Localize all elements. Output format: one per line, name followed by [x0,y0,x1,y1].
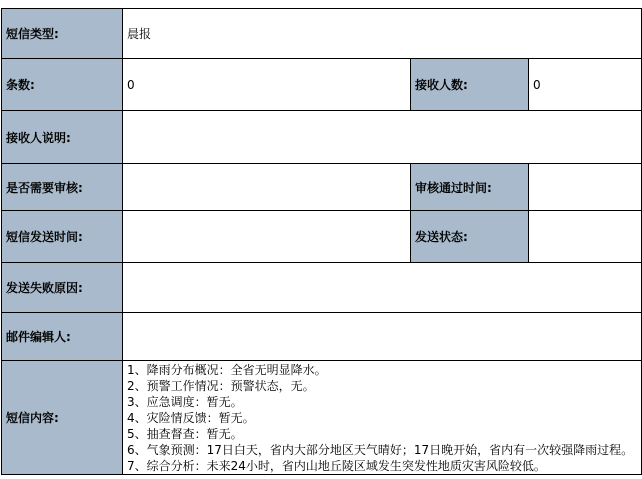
row-review [2,164,642,211]
sms-content-value [123,361,642,475]
receiver-note-label: 接收人说明: [2,111,123,164]
row-counts [2,59,642,111]
need-review-value [123,164,411,211]
mail-editor-label: 邮件编辑人: [2,313,123,361]
row-receiver-note [2,111,642,164]
sms-detail-table [1,8,642,475]
sms-content-line: 5、抽查督查：暂无。 [127,427,243,441]
review-pass-time-label: 审核通过时间: [411,164,529,211]
sms-type-label: 短信类型: [2,9,123,59]
count-value: 0 [123,59,411,111]
sms-content-line: 6、气象预测：17日白天，省内大部分地区天气晴好；17日晚开始，省内有一次较强降雨过程。 [127,443,634,457]
sms-send-time-value [123,211,411,263]
receiver-note-value [123,111,642,164]
mail-editor-value [123,313,642,361]
send-fail-reason-label: 发送失败原因: [2,263,123,313]
need-review-label: 是否需要审核: [2,164,123,211]
sms-send-time-label: 短信发送时间: [2,211,123,263]
row-send-fail-reason [2,263,642,313]
row-mail-editor [2,313,642,361]
sms-content-line: 1、降雨分布概况：全省无明显降水。 [127,363,327,377]
sms-content-line: 3、应急调度：暂无。 [127,395,243,409]
sms-content-line: 7、综合分析：未来24小时，省内山地丘陵区域发生突发性地质灾害风险较低。 [127,459,546,473]
receiver-count-label: 接收人数: [411,59,529,111]
count-label: 条数: [2,59,123,111]
sms-type-value: 晨报 [123,9,642,59]
row-send-time-status [2,211,642,263]
sms-content-line: 4、灾险情反馈：暂无。 [127,411,255,425]
row-sms-type [2,9,642,59]
receiver-count-value: 0 [529,59,642,111]
sms-content-label: 短信内容: [2,361,123,475]
send-status-value [529,211,642,263]
row-sms-content [2,361,642,475]
review-pass-time-value [529,164,642,211]
send-status-label: 发送状态: [411,211,529,263]
sms-content-line: 2、预警工作情况：预警状态，无。 [127,379,315,393]
send-fail-reason-value [123,263,642,313]
